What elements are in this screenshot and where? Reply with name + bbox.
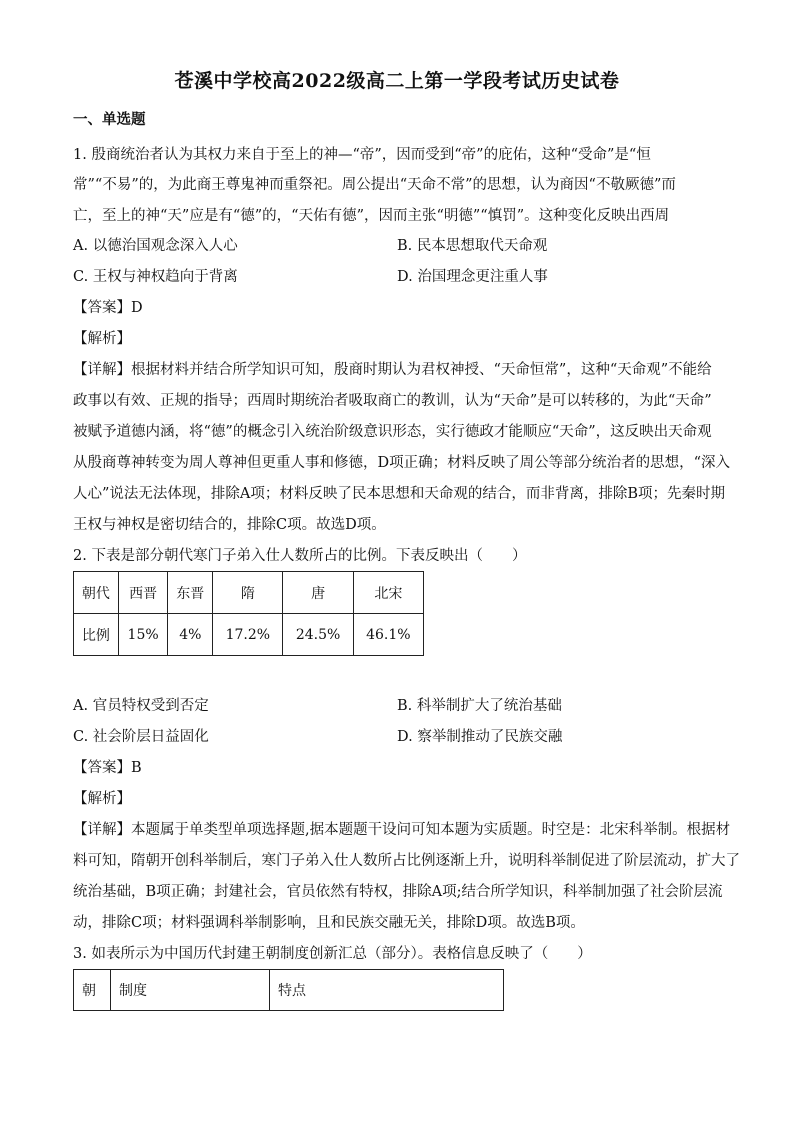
page-title: 苍溪中学校高2022级高二上第一学段考试历史试卷 — [174, 70, 620, 92]
detail-text: 根据材料并结合所学知识可知，殷商时期认为君权神授、“天命恒常”，这种“天命观”不能给 — [131, 362, 712, 378]
q1-stem-line-3: 亡，至上的神“天”应是有“德”的，“天佑有德”，因而主张“明德”“慎罚”。这种变化反映出西周 — [73, 208, 670, 224]
q2-stem: 2. 下表是部分朝代寒门子弟入仕人数所占的比例。下表反映出（ ） — [73, 548, 527, 564]
answer-value: D — [131, 300, 143, 316]
q1-stem-line-2: 常”“不易”的，为此商王尊鬼神而重祭祀。周公提出“天命不常”的思想，认为商因“不敬厥德”而 — [73, 177, 676, 193]
table-cell: 15% — [118, 614, 168, 656]
detail-label: 【详解】 — [73, 362, 131, 378]
table-cell: 比例 — [74, 614, 119, 656]
q1-detail-line-4: 从殷商尊神转变为周人尊神但更重人事和修德，D项正确；材料反映了周公等部分统治者的思想，“深入 — [73, 455, 731, 471]
table-cell: 特点 — [270, 970, 504, 1011]
q2-option-c: C. 社会阶层日益固化 — [73, 729, 209, 745]
q2-ratio-table — [73, 571, 424, 656]
detail-text: 本题属于单类型单项选择题,据本题题干设问可知本题为实质题。时空是：北宋科举制。根据材 — [131, 822, 731, 838]
table-cell: 朝代 — [74, 572, 119, 614]
q2-option-b: B. 科举制扩大了统治基础 — [397, 698, 562, 714]
q1-option-a: A. 以德治国观念深入人心 — [73, 238, 238, 254]
q1-detail-line-5: 人心”说法无法体现，排除A项；材料反映了民本思想和天命观的结合，而非背离，排除B项；先秦时期 — [73, 486, 726, 502]
q2-analysis-label: 【解析】 — [73, 791, 131, 807]
q3-institution-table — [73, 969, 504, 1011]
table-cell: 隋 — [213, 572, 283, 614]
answer-value: B — [131, 760, 142, 776]
table-cell: 24.5% — [283, 614, 353, 656]
q1-detail-line-1 — [73, 358, 712, 379]
table-cell: 北宋 — [353, 572, 423, 614]
q1-option-c: C. 王权与神权趋向于背离 — [73, 269, 238, 285]
table-cell: 制度 — [111, 970, 270, 1011]
q1-stem-line-1: 1. 殷商统治者认为其权力来自于至上的神—“帝”，因而受到“帝”的庇佑，这种“受命”是“恒 — [73, 147, 651, 163]
table-cell: 东晋 — [168, 572, 213, 614]
answer-label: 【答案】 — [73, 760, 131, 776]
table-row — [74, 572, 424, 614]
q1-option-d: D. 治国理念更注重人事 — [397, 269, 548, 285]
table-row — [74, 970, 504, 1011]
q2-option-a: A. 官员特权受到否定 — [73, 698, 209, 714]
q1-answer — [73, 296, 143, 317]
q2-detail-line-1 — [73, 818, 730, 839]
q3-stem: 3. 如表所示为中国历代封建王朝制度创新汇总（部分）。表格信息反映了（ ） — [73, 946, 592, 962]
q2-answer — [73, 756, 142, 777]
q2-detail-line-4: 动，排除C项；材料强调科举制影响，且和民族交融无关，排除D项。故选B项。 — [73, 915, 585, 931]
table-cell: 46.1% — [353, 614, 423, 656]
q2-detail-line-3: 统治基础，B项正确；封建社会，官员依然有特权，排除A项;结合所学知识，科举制加强了社会阶层流 — [73, 884, 723, 900]
q1-analysis-label: 【解析】 — [73, 331, 131, 347]
q1-option-b: B. 民本思想取代天命观 — [397, 238, 548, 254]
table-cell: 西晋 — [118, 572, 168, 614]
q1-detail-line-2: 政事以有效、正规的指导；西周时期统治者吸取商亡的教训，认为“天命”是可以转移的，为此“天命” — [73, 393, 712, 409]
table-row — [74, 614, 424, 656]
q2-option-d: D. 察举制推动了民族交融 — [397, 729, 563, 745]
table-cell: 4% — [168, 614, 213, 656]
table-cell: 唐 — [283, 572, 353, 614]
answer-label: 【答案】 — [73, 300, 131, 316]
table-cell: 朝 — [74, 970, 111, 1011]
section-heading: 一、单选题 — [73, 111, 146, 128]
detail-label: 【详解】 — [73, 822, 131, 838]
q1-detail-line-6: 王权与神权是密切结合的，排除C项。故选D项。 — [73, 517, 386, 533]
q1-detail-line-3: 被赋予道德内涵，将“德”的概念引入统治阶级意识形态，实行德政才能顺应“天命”，这反映出天命观 — [73, 424, 712, 440]
table-cell: 17.2% — [213, 614, 283, 656]
q2-detail-line-2: 料可知，隋朝开创科举制后，寒门子弟入仕人数所占比例逐渐上升，说明科举制促进了阶层流动，扩大了 — [73, 853, 740, 869]
